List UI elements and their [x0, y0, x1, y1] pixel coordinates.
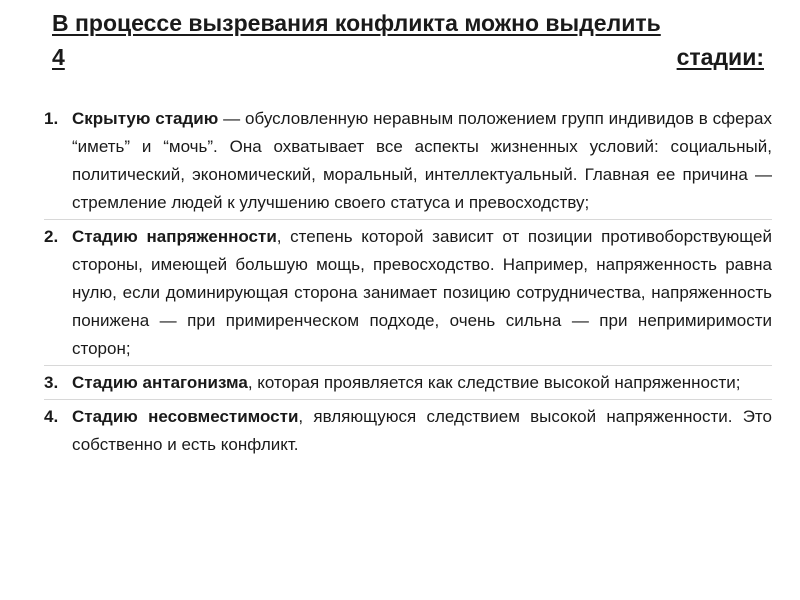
divider — [44, 399, 772, 400]
stage-number: 2. — [44, 227, 59, 246]
stage-item-3 — [44, 369, 772, 397]
stage-term: Стадию напряженности — [72, 227, 277, 246]
stage-item-1 — [44, 105, 772, 217]
slide-title — [52, 6, 764, 74]
stage-term: Скрытую стадию — [72, 109, 219, 128]
title-stages-word: стадии: — [676, 44, 764, 70]
stage-number: 3. — [44, 373, 59, 392]
stages-list — [44, 105, 772, 461]
title-count: 4 — [52, 44, 65, 70]
title-line-1: В процессе вызревания конфликта можно выделить — [52, 10, 661, 36]
stage-description: — обусловленную неравным положением групп индивидов в сферах “иметь” и “мочь”. Она охватывает все аспекты жизненных условий: социальный, политический, экономический, моральный, интеллектуальный. Главная ее причина — стремление людей к улучшению своего статуса и превосходству; — [72, 109, 772, 212]
stage-term: Стадию несовместимости — [72, 407, 299, 426]
stage-number: 1. — [44, 109, 59, 128]
stage-item-2 — [44, 223, 772, 363]
stage-description: , степень которой зависит от позиции противоборствующей стороны, имеющей большую мощь, превосходство. Например, напряженность равна нулю, если доминирующая сторона занимает позицию сотрудничества, напряженность понижена — при примиренческом подходе, очень сильна — при непримиримости сторон; — [72, 227, 772, 358]
stage-term: Стадию антагонизма — [72, 373, 248, 392]
stage-number: 4. — [44, 407, 59, 426]
stage-description: , которая проявляется как следствие высокой напряженности; — [247, 373, 741, 392]
divider — [44, 219, 772, 220]
title-line-2 — [52, 40, 764, 74]
stage-description: , являющуюся следствием высокой напряженности. Это собственно и есть конфликт. — [72, 407, 772, 454]
stage-item-4 — [44, 403, 772, 459]
divider — [44, 365, 772, 366]
